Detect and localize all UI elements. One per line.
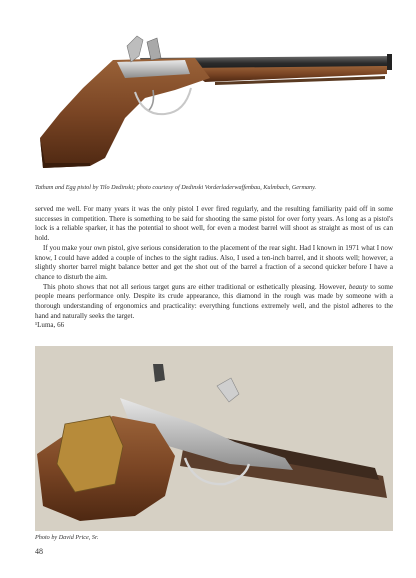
top-photo-caption: Tatham and Egg pistol by Tilo Dedinski; photo courtesy of Dedinski Vorderladerwaffenbau, Kulmbach, Germany. [35, 184, 317, 191]
target-pistol-illustration [35, 346, 393, 531]
body-text [35, 205, 393, 331]
flintlock-pistol-photo [35, 18, 393, 178]
bottom-photo-caption: Photo by David Price, Sr. [35, 534, 99, 541]
paragraph-1: served me well. For many years it was the only pistol I ever fired regularly, and the resulting familiarity paid off in some successes in competition. There is something to be said for shooting the same pistol for over forty years. As long as a pistol's lock is a reliable sparker, it has the potential to shoot well, for even a modest barrel will shoot as straight as most of us can hold. [35, 205, 393, 243]
paragraph-2: If you make your own pistol, give serious consideration to the placement of the rear sight. Had I known in 1971 what I now know, I could have added a couple of inches to the sight radius. Also, I used a ten-inch barrel, and it shoots well; however, a slightly shorter barrel might balance better and get the shot out of the barrel a fraction of a second quicker before I have a chance to disturb the aim. [35, 243, 393, 281]
target-pistol-photo [35, 346, 393, 531]
paragraph-3-end: to some people means performance only. Despite its crude appearance, this diamond in the rough was made by someone with a thorough understanding of ergonomics and practicality: everything functions extremely well, and the pistol adheres to the hand and naturally seeks the target. [35, 282, 393, 320]
flintlock-pistol-illustration [35, 18, 393, 178]
paragraph-3-emphasis: beauty [348, 282, 368, 291]
page-number: 48 [35, 547, 43, 556]
paragraph-3 [35, 283, 393, 322]
paragraph-3-start: This photo shows that not all serious target guns are either traditional or esthetically pleasing. However, [43, 282, 349, 291]
footnote: ¹Luma, 66 [35, 321, 65, 330]
